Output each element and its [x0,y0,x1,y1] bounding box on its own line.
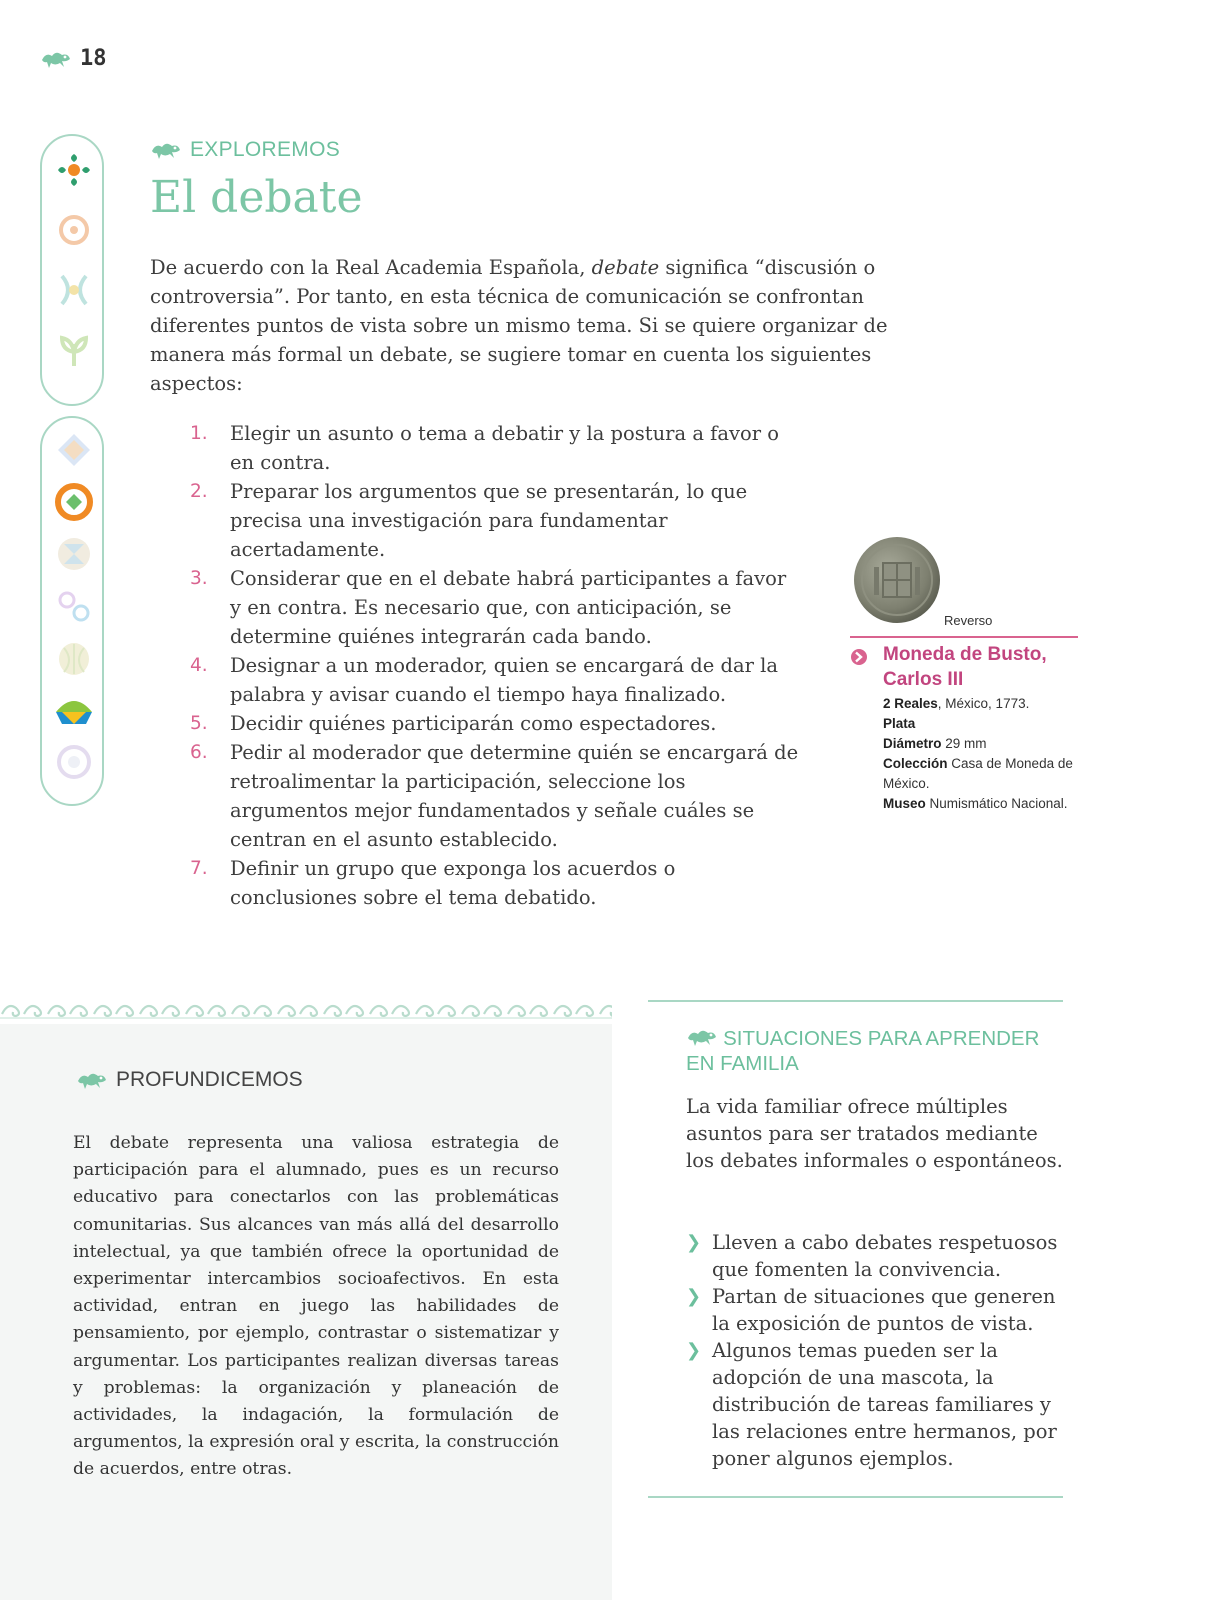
detail-value: Numismático Nacional. [925,796,1068,811]
chevron-right-icon: ❯ [686,1232,702,1253]
item-number: 2. [190,481,208,502]
list-item [686,1283,1076,1337]
detail-label: Plata [883,716,916,731]
list-item [190,738,800,854]
detail-value: 29 mm [941,736,987,751]
lizard-glyph-icon [40,48,72,70]
item-text: Preparar los argumentos que se presentarán, lo que precisa una investigación para fundamentar acertadamente. [230,480,748,561]
detail-label: Diámetro [883,736,942,751]
item-text: Lleven a cabo debates respetuosos que fomenten la convivencia. [712,1231,1058,1281]
coin-detail-row [883,714,1083,734]
detail-label: 2 Reales [883,696,938,711]
lizard-glyph-icon [150,139,182,161]
lizard-glyph-icon [686,1026,718,1048]
coin-details [883,694,1083,814]
detail-label: Colección [883,756,948,771]
family-intro: La vida familiar ofrece múltiples asuntos para ser tratados mediante los debates informales o espontáneos. [686,1095,1063,1172]
coin-image [852,535,942,625]
steps-list [190,419,800,912]
page-number-text: 18 [80,46,107,71]
intro-text-end: significa “discusión o controversia”. Por tanto, en esta técnica de comunicación se confrontan diferentes puntos de vista sobre un mismo tema. Si se quiere organizar de manera más formal un debate, se sugiere tomar en cuenta los siguientes aspectos: [150,256,888,395]
item-text: Elegir un asunto o tema a debatir y la postura a favor o en contra. [230,422,779,474]
coin-detail-row [883,754,1083,794]
target-icon [54,482,94,522]
section-label: SITUACIONES PARA APRENDER EN FAMILIA [686,1027,1040,1075]
detail-label: Museo [883,796,926,811]
family-list [686,1229,1076,1472]
section-header-family [686,1026,1066,1076]
item-number: 6. [190,742,208,763]
coin-detail-row [883,694,1083,714]
item-text: Algunos temas pueden ser la adopción de una mascota, la distribución de tareas familiares y las relaciones entre hermanos, por poner algunos ejemplos. [712,1339,1057,1470]
list-item [190,477,800,564]
coin-side-label: Reverso [944,613,993,628]
item-number: 5. [190,713,208,734]
diamond-icon [54,430,94,470]
page-title: El debate [150,172,363,223]
item-text: Considerar que en el debate habrá participantes a favor y en contra. Es necesario que, con anticipación, se determine quiénes integrarán cada bando. [230,567,787,648]
item-text: Definir un grupo que exponga los acuerdos o conclusiones sobre el tema debatido. [230,857,676,909]
list-item [190,419,800,477]
list-item [190,564,800,651]
sidebar-icons-bottom [40,416,104,806]
coin-detail-row [883,734,1083,754]
hill-icon [54,690,94,730]
section-header-deepen [76,1068,303,1092]
people-icon [54,270,94,310]
deepen-paragraph: El debate representa una valiosa estrategia de participación para el alumnado, pues es un recurso educativo para conectarlos con las problemáticas comunitarias. Sus alcances van más allá del desarrollo intelectual, ya que también ofrece la oportunidad de experimentar intercambios socioafectivos. En esta actividad, entran en juego las habilidades de pensamiento, por ejemplo, contrastar o sistematizar y argumentar. Los participantes realizan diversas tareas y problemas: la organización y planeación de actividades, la indagación, la formulación de argumentos, la expresión oral y escrita, la construcción de acuerdos, entre otras. [73,1133,559,1480]
family-divider-bottom [648,1496,1063,1498]
detail-value: , México, 1773. [937,696,1030,711]
intro-paragraph [150,253,910,398]
lizard-glyph-icon [76,1069,108,1091]
item-text: Pedir al moderador que determine quién se encargará de retroalimentar la participación, seleccione los argumentos mejor fundamentados y señale cuáles se centran en el asunto establecido. [230,741,799,851]
list-item [686,1229,1076,1283]
item-number: 1. [190,423,208,444]
item-text: Decidir quiénes participarán como espectadores. [230,712,717,735]
item-number: 4. [190,655,208,676]
list-item [190,651,800,709]
circle-icon [54,742,94,782]
decorative-border [0,996,612,1024]
intro-text-start: De acuerdo con la Real Academia Española, [150,256,592,279]
detail-value: Casa de Moneda de México. [883,756,1073,791]
caption-divider [850,636,1078,638]
family-divider-top [648,1000,1063,1002]
section-label: EXPLOREMOS [190,138,341,161]
item-text: Designar a un moderador, quien se encargará de dar la palabra y avisar cuando el tiempo haya finalizado. [230,654,778,706]
sidebar-icons-top [40,134,104,406]
plant-icon [54,330,94,370]
section-header-explore [150,138,340,162]
shell-icon [54,638,94,678]
sun-swirl-icon [54,210,94,250]
list-item [190,854,800,912]
item-number: 7. [190,858,208,879]
chevron-right-icon [850,648,868,666]
chain-icon [54,586,94,626]
page-number [40,46,107,71]
item-number: 3. [190,568,208,589]
intro-term: debate [591,256,660,279]
chevron-right-icon: ❯ [686,1340,702,1361]
coin-detail-row [883,794,1083,814]
coin-title: Moneda de Busto, Carlos III [883,644,1047,690]
hourglass-icon [54,534,94,574]
item-text: Partan de situaciones que generen la exposición de puntos de vista. [712,1285,1056,1335]
flower-icon [54,150,94,190]
chevron-right-icon: ❯ [686,1286,702,1307]
section-label: PROFUNDICEMOS [116,1068,303,1091]
list-item [190,709,800,738]
list-item [686,1337,1076,1472]
